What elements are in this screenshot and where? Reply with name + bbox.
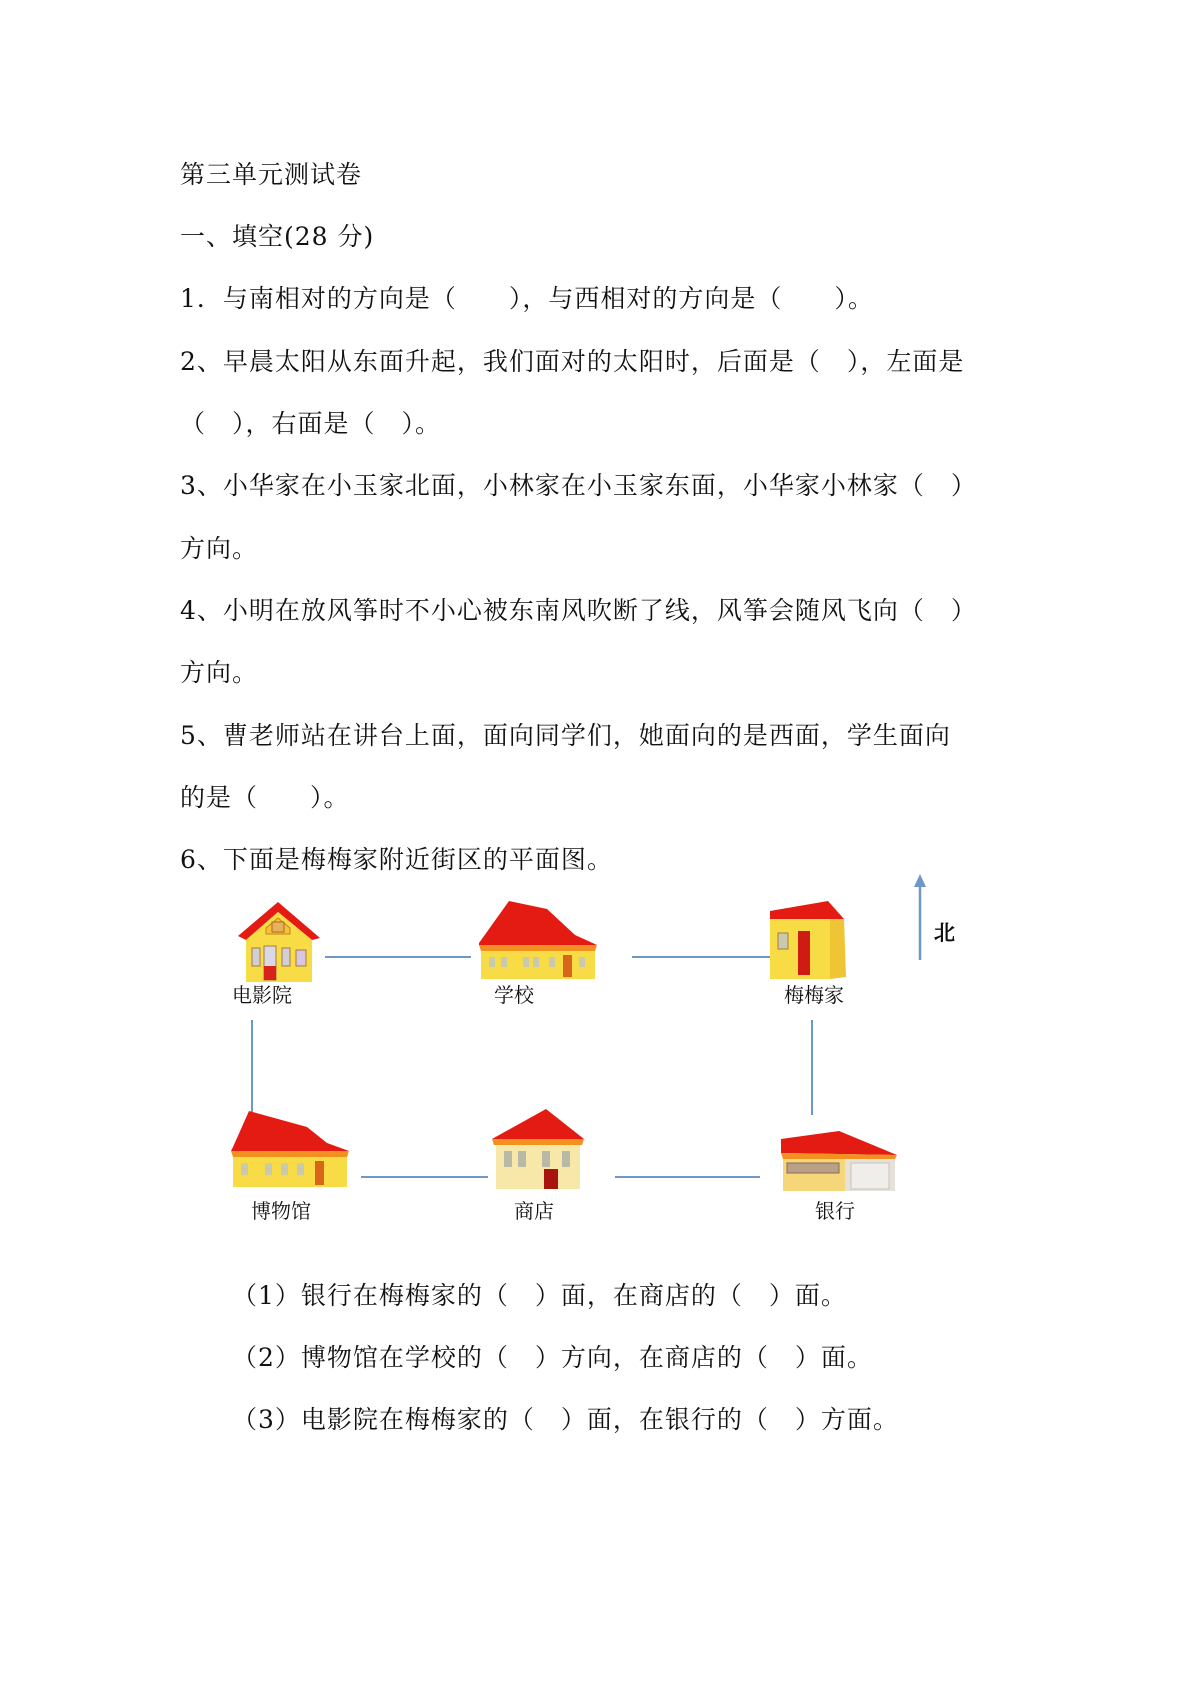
shop-building-icon	[488, 1105, 588, 1191]
museum-building-icon	[227, 1107, 353, 1189]
question-5-line-2: 的是（ ）。	[180, 783, 350, 812]
map-label-museum: 博物馆	[251, 1199, 311, 1223]
meimei-home-building-icon	[762, 897, 854, 983]
question-3-line-1: 3、小华家在小玉家北面，小林家在小玉家东面，小华家小林家（ ）	[180, 471, 977, 500]
question-1: 1．与南相对的方向是（ ），与西相对的方向是（ ）。	[180, 284, 874, 313]
road-shop-bank	[615, 1176, 760, 1178]
road-school-home	[632, 956, 777, 958]
question-5-line-1: 5、曹老师站在讲台上面，面向同学们，她面向的是西面，学生面向	[180, 721, 951, 750]
road-home-bank	[811, 1020, 813, 1115]
north-arrow-icon	[910, 872, 930, 962]
sub-question-2: （2）博物馆在学校的（ ）方向，在商店的（ ）面。	[232, 1343, 873, 1372]
map-label-bank: 银行	[815, 1199, 855, 1223]
map-label-cinema: 电影院	[232, 983, 292, 1007]
road-cinema-school	[325, 956, 471, 958]
road-museum-shop	[361, 1176, 488, 1178]
bank-building-icon	[775, 1125, 899, 1195]
cinema-building-icon	[232, 898, 324, 984]
question-6: 6、下面是梅梅家附近街区的平面图。	[180, 845, 613, 874]
sub-question-3: （3）电影院在梅梅家的（ ）面，在银行的（ ）方面。	[232, 1405, 899, 1434]
question-2-line-2: （ ），右面是（ ）。	[180, 409, 442, 438]
question-2-line-1: 2、早晨太阳从东面升起，我们面对的太阳时，后面是（ ），左面是	[180, 347, 965, 376]
question-4-line-1: 4、小明在放风筝时不小心被东南风吹断了线，风筝会随风飞向（ ）	[180, 596, 977, 625]
north-label: 北	[934, 921, 955, 945]
section-heading: 一、填空(28 分)	[180, 222, 375, 251]
map-label-school: 学校	[494, 983, 534, 1007]
road-cinema-museum	[251, 1020, 253, 1115]
map-label-shop: 商店	[514, 1199, 554, 1223]
school-building-icon	[475, 895, 600, 981]
map-label-meimei-home: 梅梅家	[784, 983, 844, 1007]
sub-question-1: （1）银行在梅梅家的（ ）面，在商店的（ ）面。	[232, 1281, 847, 1310]
question-4-line-2: 方向。	[180, 658, 259, 687]
question-3-line-2: 方向。	[180, 534, 259, 563]
document-title: 第三单元测试卷	[180, 160, 363, 189]
